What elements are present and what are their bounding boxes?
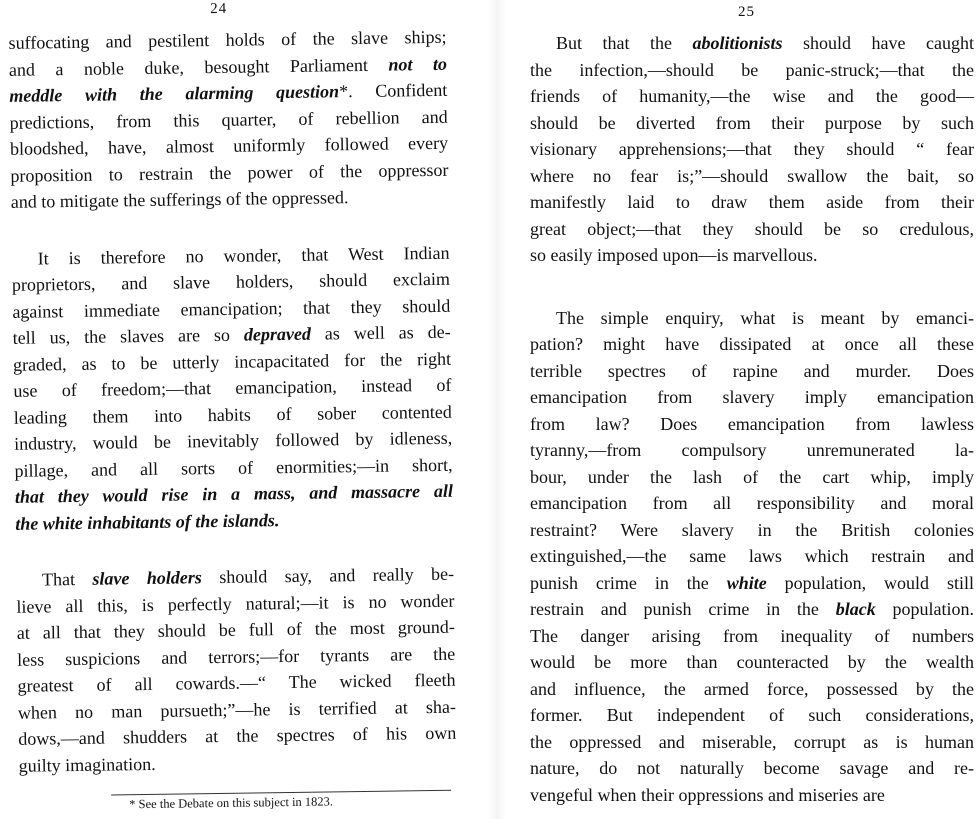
text-line: bour, under the lash of the cart whip, imply <box>530 466 974 487</box>
text-line: pillage, and all sorts of enormities;—in short, <box>14 454 453 481</box>
page-body <box>530 30 974 808</box>
text-line: visionary apprehensions;—that they should “ fear <box>530 139 974 159</box>
text-line: against immediate emancipation; that they should <box>12 295 451 322</box>
text-line: terrible spectres of rapine and murder. Does <box>530 360 974 381</box>
text-line: where no fear is;”—should swallow the bait, so <box>530 165 974 186</box>
text-line: It is therefore no wonder, that West Indian <box>37 242 450 268</box>
text-line: when no man pursueth;”—he is terrified at sha- <box>17 696 457 723</box>
paragraph <box>530 30 974 269</box>
text-line <box>15 504 453 537</box>
emphasis: slave holders <box>92 567 202 589</box>
text-line: from law? Does emancipation from lawless <box>530 413 974 434</box>
text-line: But that the abolitionists should have caught <box>556 33 974 53</box>
paragraph <box>11 239 453 537</box>
text-line: The simple enquiry, what is meant by emanci- <box>556 307 974 328</box>
text-line: leading them into habits of sober contented <box>13 401 452 428</box>
text-line: emancipation from all responsibility and moral <box>530 493 974 513</box>
text-line: suffocating and pestilent holds of the slave ships; <box>8 26 447 53</box>
text-line: tyranny,—from compulsory unremunerated la- <box>530 440 974 460</box>
emphasis: depraved <box>243 323 312 345</box>
text-line: predictions, from this quarter, of rebellion and <box>9 106 448 133</box>
text-line: greatest of all cowards.—“ The wicked fleeth <box>17 669 456 696</box>
text-line: at all that they should be full of the most ground- <box>16 616 455 643</box>
text-line: the infection,—should be panic-struck;—that the <box>530 59 974 80</box>
text-line: former. But independent of such considerations, <box>530 705 974 725</box>
text-line: The danger arising from inequality of numbers <box>530 625 974 646</box>
text-line: proprietors, and slave holders, should exclaim <box>11 268 451 295</box>
text-line: punish crime in the white population, would still <box>530 572 974 593</box>
text-line: meddle with the alarming question*. Confident <box>9 79 448 106</box>
text-line: emancipation from slavery imply emancipation <box>530 387 974 407</box>
text-line: use of freedom;—that emancipation, instead of <box>13 374 452 401</box>
emphasis: not to <box>388 53 448 75</box>
text-line: the oppressed and miserable, corrupt as is human <box>530 731 974 752</box>
footnote: * See the Debate on this subject in 1823. <box>129 794 334 812</box>
emphasis: black <box>835 599 876 619</box>
right-page <box>530 0 976 819</box>
text-line: proposition to restrain the power of the oppressor <box>10 159 449 186</box>
text-line: restraint? Were slavery in the British colonies <box>530 519 974 540</box>
emphasis: the white inhabitants of the islands. <box>15 509 280 534</box>
text-line: friends of humanity,—the wise and the good— <box>530 86 974 106</box>
emphasis: white <box>726 572 767 593</box>
text-line: should be diverted from their purpose by such <box>530 112 974 133</box>
text-line: great object;—that they should be so credulous, <box>530 218 974 239</box>
emphasis: that they would rise in a mass, and massacre all <box>14 480 454 507</box>
text-line: tell us, the slaves are so depraved as well as de- <box>12 321 451 348</box>
paragraph <box>8 24 449 216</box>
text-line: manifestly laid to draw them aside from their <box>530 192 974 212</box>
text-line: and influence, the armed force, possessed by the <box>530 678 974 699</box>
text-line: and to mitigate the sufferings of the oppressed. <box>10 187 349 212</box>
text-line: industry, would be inevitably followed by idleness, <box>14 427 453 454</box>
text-line: restrain and punish crime in the black population. <box>530 599 974 619</box>
paragraph <box>530 305 974 809</box>
text-line: vengeful when their oppressions and miseries are <box>530 784 885 805</box>
book-gutter <box>488 0 506 819</box>
emphasis: meddle with the alarming question <box>9 81 340 106</box>
text-line: dows,—and shudders at the spectres of his own <box>18 722 457 749</box>
text-line: lieve all this, is perfectly natural;—it is no wonder <box>16 590 455 617</box>
text-line: guilty imagination. <box>18 753 156 776</box>
text-line: less suspicions and terrors;—for tyrants are the <box>17 643 456 670</box>
page-number: 24 <box>210 0 228 18</box>
page-number: 25 <box>738 4 755 20</box>
left-page <box>0 0 489 819</box>
page-body <box>8 24 456 779</box>
paragraph <box>16 561 457 779</box>
text-line: That slave holders should say, and really be- <box>41 563 455 590</box>
text-line: extinguished,—the same laws which restrain and <box>530 546 974 566</box>
text-line: bloodshed, have, almost uniformly followed every <box>9 132 449 159</box>
text-line: and a noble duke, besought Parliament not to <box>8 53 448 80</box>
text-line: so easily imposed upon—is marvellous. <box>530 245 818 265</box>
text-line: graded, as to be utterly incapacitated for the right <box>12 348 452 375</box>
emphasis: abolitionists <box>692 33 783 53</box>
text-line: would be more than counteracted by the wealth <box>530 652 974 672</box>
text-line: pation? might have dissipated at once all these <box>530 334 974 354</box>
text-line: nature, do not naturally become savage and re- <box>530 758 974 778</box>
